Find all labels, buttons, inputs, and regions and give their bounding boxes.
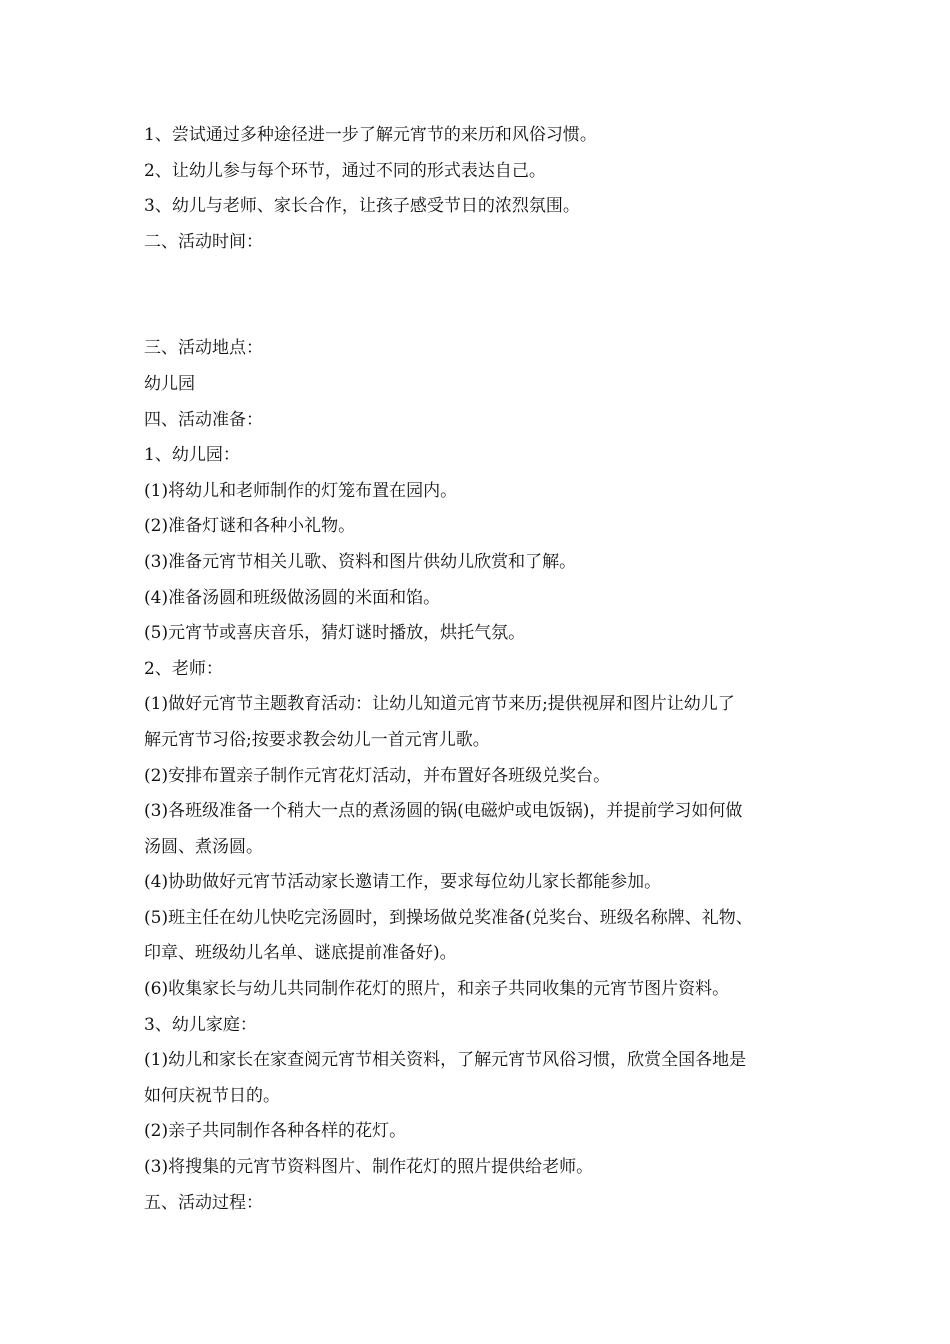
- subheading-teacher: 2、老师：: [144, 658, 223, 679]
- text-line: (5)班主任在幼儿快吃完汤圆时，到操场做兑奖准备(兑奖台、班级名称牌、礼物、: [144, 907, 753, 928]
- section-heading-time: 二、活动时间：: [144, 231, 263, 252]
- text-line: (4)协助做好元宵节活动家长邀请工作，要求每位幼儿家长都能参加。: [144, 872, 662, 893]
- text-line: (2)安排布置亲子制作元宵花灯活动，并布置好各班级兑奖台。: [144, 765, 611, 786]
- text-line: 幼儿园: [144, 373, 195, 394]
- blank-space: [144, 260, 814, 331]
- text-line: 汤圆、煮汤圆。: [144, 836, 263, 857]
- text-line: (1)做好元宵节主题教育活动：让幼儿知道元宵节来历;提供视屏和图片让幼儿了: [144, 694, 735, 715]
- text-line: (3)准备元宵节相关儿歌、资料和图片供幼儿欣赏和了解。: [144, 551, 577, 572]
- text-line: 解元宵节习俗;按要求教会幼儿一首元宵儿歌。: [144, 729, 490, 750]
- text-line: (4)准备汤圆和班级做汤圆的米面和馅。: [144, 587, 441, 608]
- text-line: (2)亲子共同制作各种各样的花灯。: [144, 1121, 407, 1142]
- section-heading-process: 五、活动过程：: [144, 1192, 263, 1213]
- text-line: 如何庆祝节日的。: [144, 1085, 280, 1106]
- text-line: (3)各班级准备一个稍大一点的煮汤圆的锅(电磁炉或电饭锅)，并提前学习如何做: [144, 801, 743, 822]
- text-line: (1)将幼儿和老师制作的灯笼布置在园内。: [144, 480, 458, 501]
- text-line: (1)幼儿和家长在家查阅元宵节相关资料，了解元宵节风俗习惯，欣赏全国各地是: [144, 1050, 747, 1071]
- subheading-kindergarten: 1、幼儿园：: [144, 445, 240, 466]
- section-heading-location: 三、活动地点：: [144, 338, 263, 359]
- text-line: 3、幼儿与老师、家长合作，让孩子感受节日的浓烈氛围。: [144, 196, 580, 217]
- text-line: (6)收集家长与幼儿共同制作花灯的照片，和亲子共同收集的元宵节图片资料。: [144, 979, 730, 1000]
- text-line: (2)准备灯谜和各种小礼物。: [144, 516, 356, 537]
- document-body: [144, 118, 814, 1221]
- subheading-family: 3、幼儿家庭：: [144, 1014, 257, 1035]
- text-line: 印章、班级幼儿名单、谜底提前准备好)。: [144, 943, 457, 964]
- text-line: 1、尝试通过多种途径进一步了解元宵节的来历和风俗习惯。: [144, 125, 597, 145]
- text-line: (5)元宵节或喜庆音乐，猜灯谜时播放，烘托气氛。: [144, 623, 526, 644]
- section-heading-preparation: 四、活动准备：: [144, 409, 263, 430]
- text-line: 2、让幼儿参与每个环节，通过不同的形式表达自己。: [144, 160, 546, 181]
- text-line: (3)将搜集的元宵节资料图片、制作花灯的照片提供给老师。: [144, 1157, 594, 1178]
